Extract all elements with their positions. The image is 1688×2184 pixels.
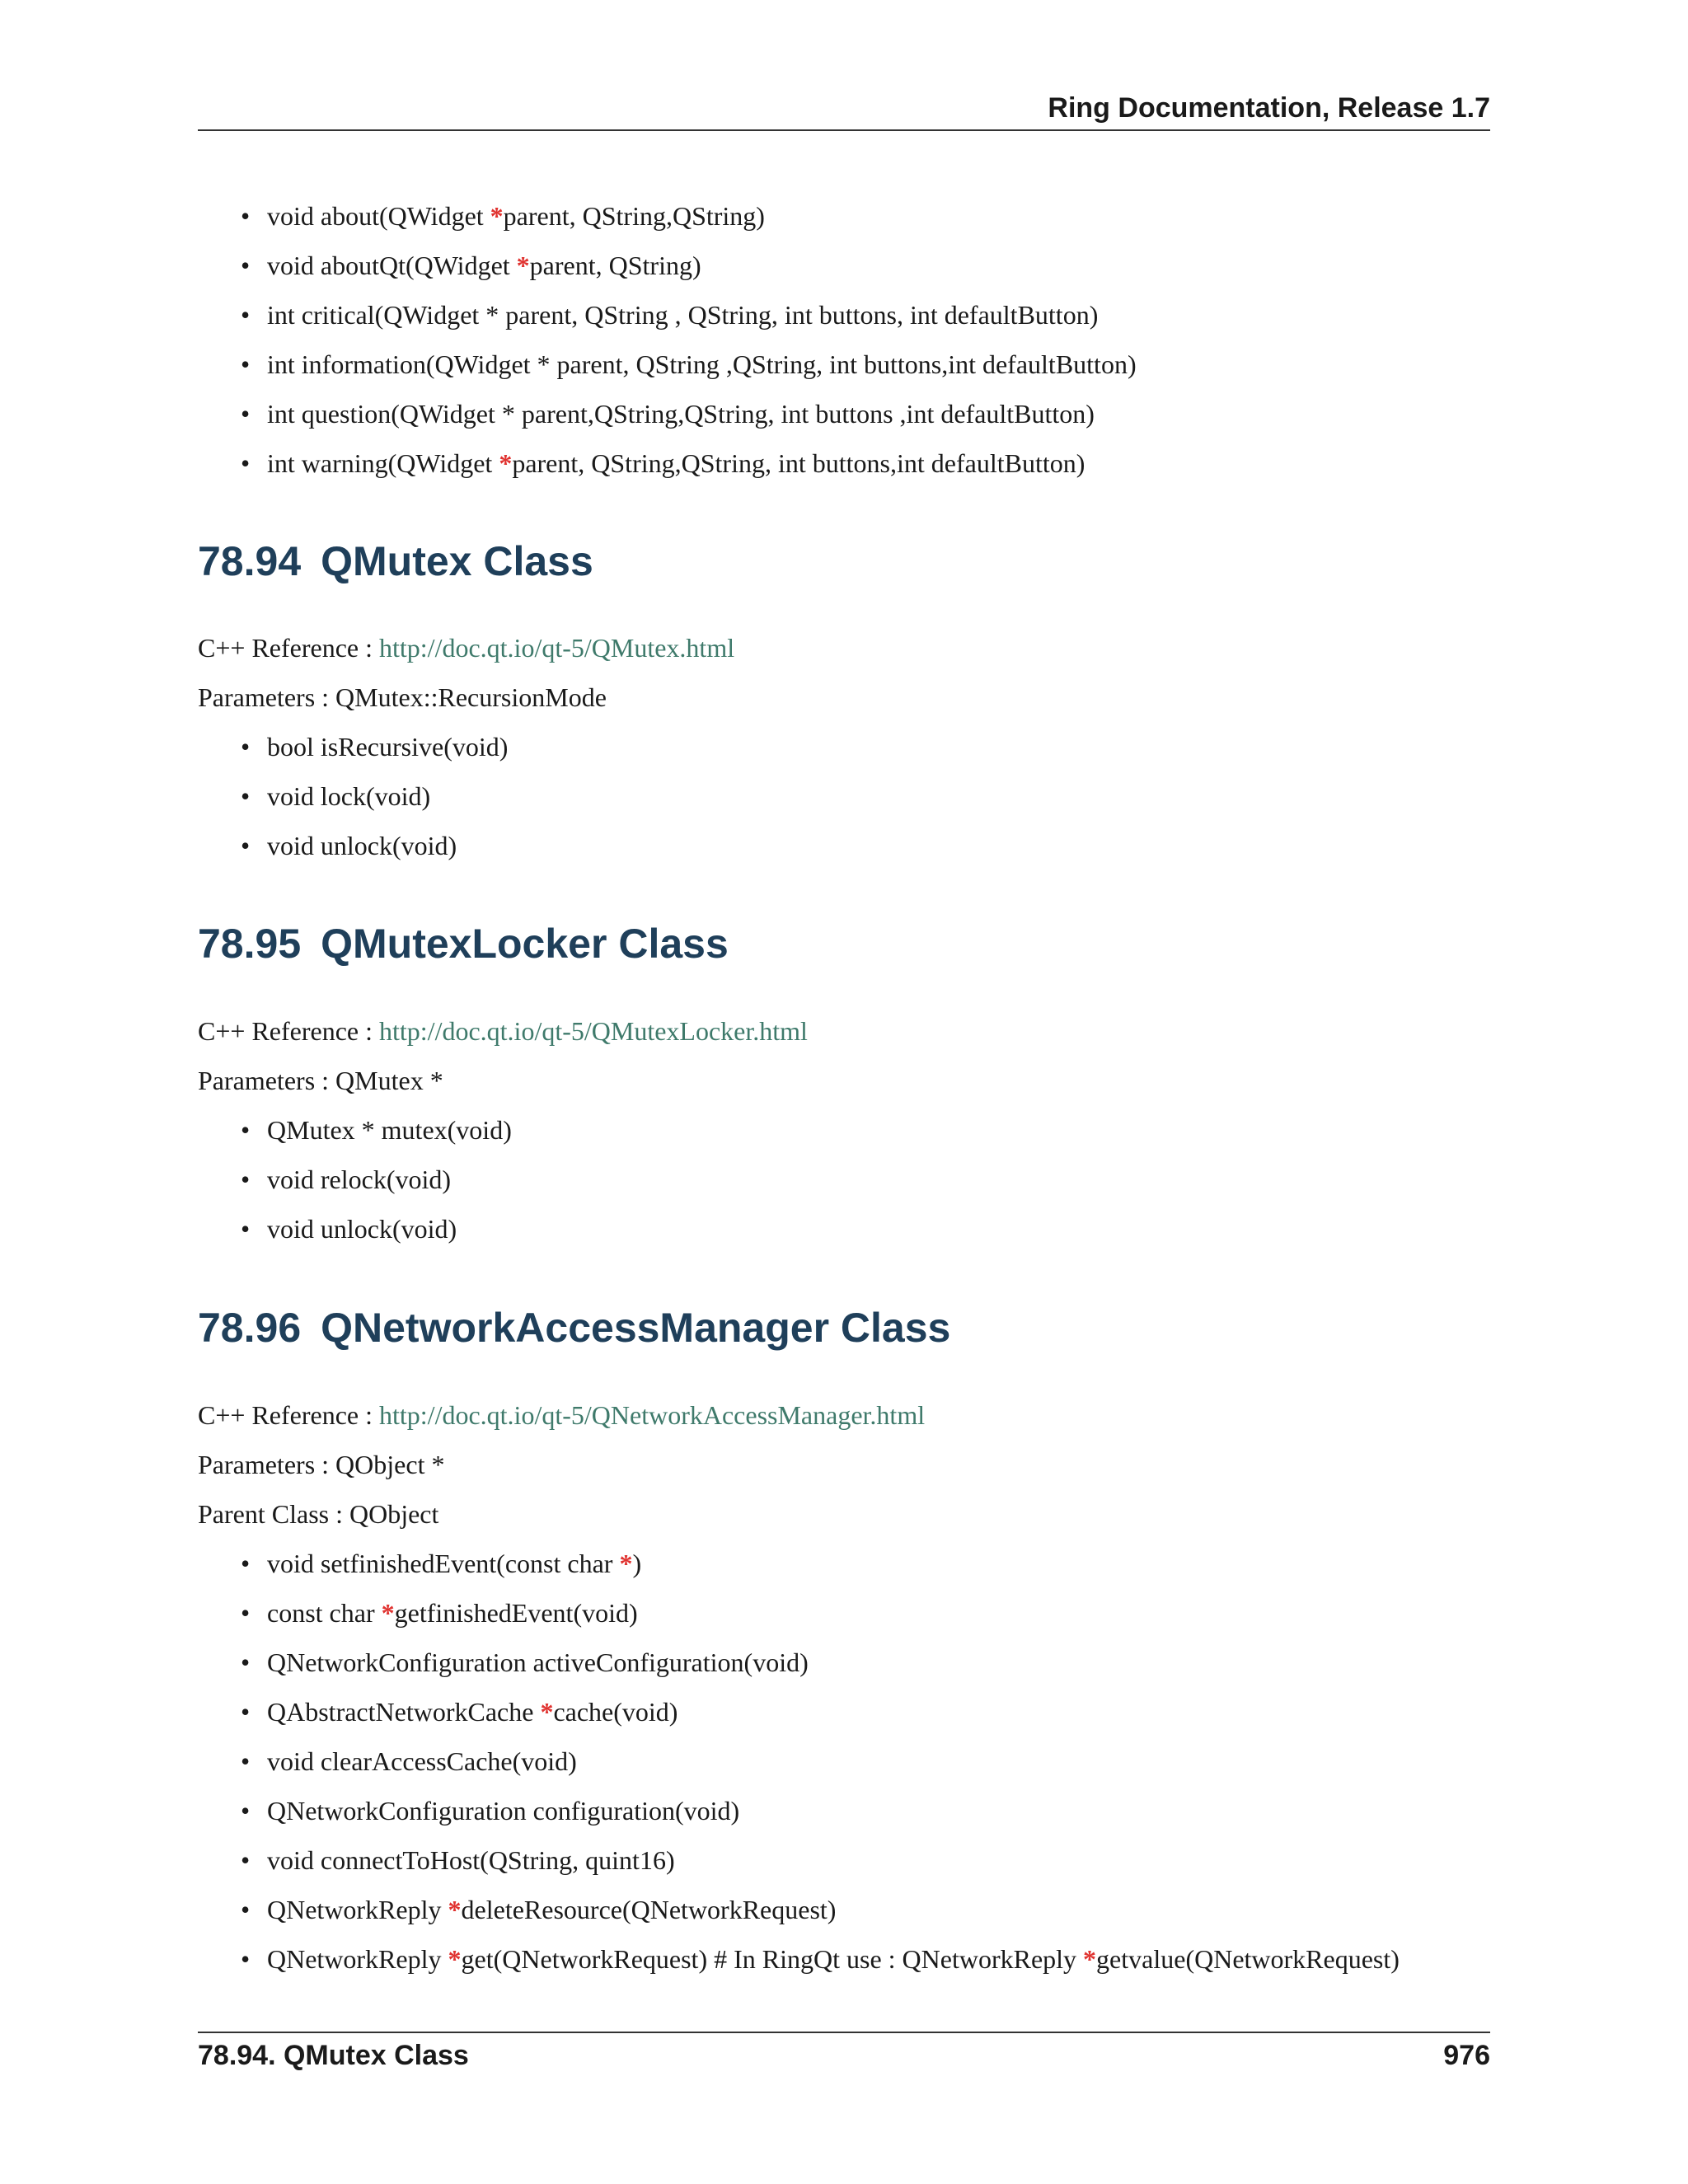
intro-method-list xyxy=(198,191,1137,488)
method-list-qmutexlocker xyxy=(198,1105,512,1254)
document-title: Ring Documentation, Release 1.7 xyxy=(1048,92,1490,124)
reference-link-qmutex[interactable]: http://doc.qt.io/qt-5/QMutex.html xyxy=(379,633,735,663)
method-list-qnetworkaccessmanager xyxy=(198,1539,1400,1984)
method-list-qmutex xyxy=(198,722,508,870)
list-item: • QNetworkConfiguration configuration(void) xyxy=(198,1786,1400,1835)
page-number: 976 xyxy=(1443,2040,1490,2071)
section-title-qmutexlocker: 78.95 QMutexLocker Class xyxy=(198,921,729,967)
list-item: • QNetworkReply *get(QNetworkRequest) # In RingQt use : QNetworkReply *getvalue(QNetworkRequest) xyxy=(198,1934,1400,1984)
cpp-reference-qnetworkaccessmanager: C++ Reference : http://doc.qt.io/qt-5/QNetworkAccessManager.html xyxy=(198,1400,926,1430)
list-item: • void about(QWidget *parent, QString,QString) xyxy=(198,191,1137,241)
parent-class-qnetworkaccessmanager: Parent Class : QObject xyxy=(198,1499,439,1529)
list-item: • void connectToHost(QString, quint16) xyxy=(198,1835,1400,1885)
cpp-reference-qmutexlocker: C++ Reference : http://doc.qt.io/qt-5/QMutexLocker.html xyxy=(198,1016,808,1046)
list-item: • int information(QWidget * parent, QString ,QString, int buttons,int defaultButton) xyxy=(198,340,1137,389)
list-item: • QNetworkReply *deleteResource(QNetworkRequest) xyxy=(198,1885,1400,1934)
footer-section-name: 78.94. QMutex Class xyxy=(198,2040,469,2071)
list-item: • QMutex * mutex(void) xyxy=(198,1105,512,1155)
list-item: • void unlock(void) xyxy=(198,821,508,870)
list-item: • void clearAccessCache(void) xyxy=(198,1736,1400,1786)
reference-link-qmutexlocker[interactable]: http://doc.qt.io/qt-5/QMutexLocker.html xyxy=(379,1016,808,1046)
section-title-qnetworkaccessmanager: 78.96 QNetworkAccessManager Class xyxy=(198,1305,951,1351)
cpp-reference-qmutex: C++ Reference : http://doc.qt.io/qt-5/QMutex.html xyxy=(198,633,735,663)
reference-link-qnetworkaccessmanager[interactable]: http://doc.qt.io/qt-5/QNetworkAccessManager.html xyxy=(379,1400,926,1430)
footer-rule xyxy=(198,2032,1490,2033)
list-item: • void setfinishedEvent(const char *) xyxy=(198,1539,1400,1588)
list-item: • void aboutQt(QWidget *parent, QString) xyxy=(198,241,1137,290)
list-item: • int warning(QWidget *parent, QString,QString, int buttons,int defaultButton) xyxy=(198,438,1137,488)
list-item: • int critical(QWidget * parent, QString , QString, int buttons, int defaultButton) xyxy=(198,290,1137,340)
list-item: • void unlock(void) xyxy=(198,1204,512,1254)
parameters-qnetworkaccessmanager: Parameters : QObject * xyxy=(198,1450,445,1479)
list-item: • bool isRecursive(void) xyxy=(198,722,508,771)
header-rule xyxy=(198,129,1490,131)
list-item: • const char *getfinishedEvent(void) xyxy=(198,1588,1400,1638)
list-item: • void lock(void) xyxy=(198,771,508,821)
parameters-qmutexlocker: Parameters : QMutex * xyxy=(198,1066,443,1095)
list-item: • QNetworkConfiguration activeConfiguration(void) xyxy=(198,1638,1400,1687)
list-item: • int question(QWidget * parent,QString,QString, int buttons ,int defaultButton) xyxy=(198,389,1137,438)
section-title-qmutex: 78.94 QMutex Class xyxy=(198,538,593,584)
parameters-qmutex: Parameters : QMutex::RecursionMode xyxy=(198,682,607,712)
list-item: • void relock(void) xyxy=(198,1155,512,1204)
list-item: • QAbstractNetworkCache *cache(void) xyxy=(198,1687,1400,1736)
